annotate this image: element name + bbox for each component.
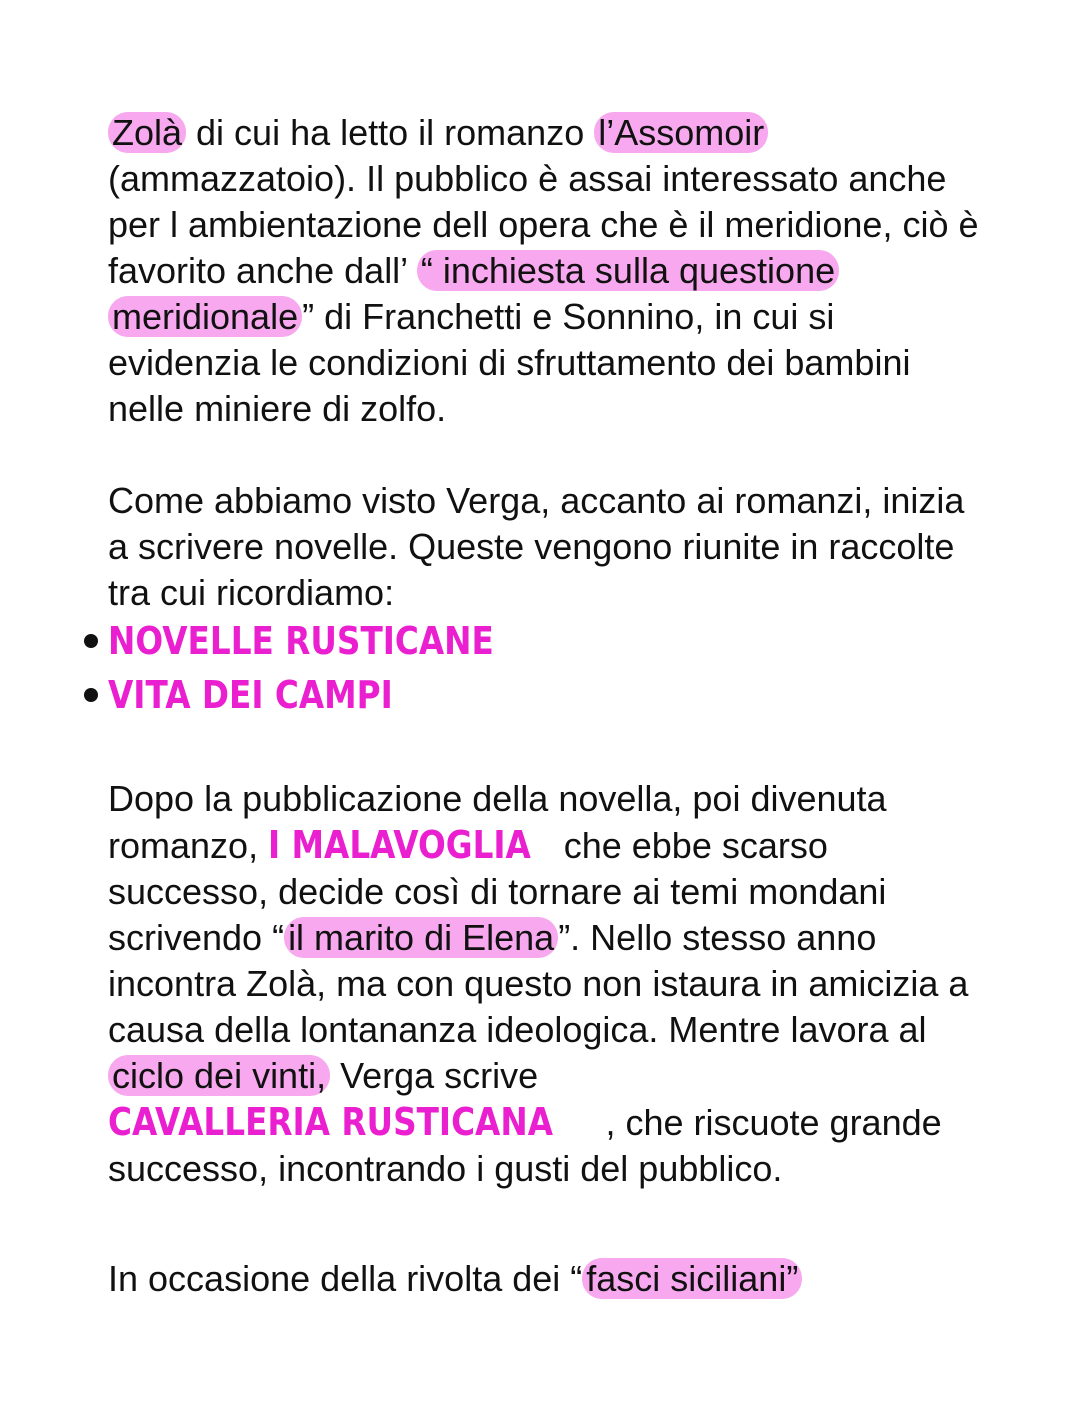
paragraph-text: Verga scrive bbox=[330, 1055, 539, 1096]
collections-list bbox=[84, 614, 557, 722]
highlight-assomoir: l’Assomoir bbox=[594, 112, 768, 153]
collection-title: VITA DEI CAMPI bbox=[108, 673, 393, 717]
bullet-icon bbox=[84, 688, 98, 702]
title-cavalleria-rusticana: CAVALLERIA RUSTICANA bbox=[108, 1100, 553, 1144]
title-malavoglia: I MALAVOGLIA bbox=[268, 823, 531, 867]
paragraph-text: di cui ha letto il romanzo bbox=[186, 112, 595, 153]
paragraph-text: ” di Franchetti e Sonnino, in cui si evidenzia le condizioni di sfruttamento dei bambini nelle miniere di zolfo. bbox=[108, 296, 911, 429]
paragraph-text: (ammazzatoio). Il pubblico è assai interessato anche per l ambientazione dell opera che è il meridione, ciò è favorito anche dall’ bbox=[108, 158, 979, 291]
paragraph-novelle-intro bbox=[108, 478, 988, 616]
highlight-fasci-siciliani: fasci siciliani” bbox=[582, 1258, 802, 1299]
paragraph-text: Come abbiamo visto Verga, accanto ai romanzi, inizia a scrivere novelle. Queste vengono riunite in raccolte tra cui ricordiamo: bbox=[108, 480, 965, 613]
paragraph-verismo-context bbox=[108, 110, 988, 432]
paragraph-fasci-siciliani bbox=[108, 1256, 988, 1302]
paragraph-malavoglia bbox=[108, 776, 988, 1192]
highlight-ciclo-dei-vinti: ciclo dei vinti, bbox=[108, 1055, 330, 1096]
collection-title: NOVELLE RUSTICANE bbox=[108, 619, 494, 663]
paragraph-text: In occasione della rivolta dei “ bbox=[108, 1258, 583, 1299]
paragraph-text: ”. Nello stesso anno incontra Zolà, ma con questo non istaura in amicizia a causa della lontananza ideologica. Mentre lavora al bbox=[108, 917, 969, 1050]
paragraph-text: , che riscuote grande successo, incontrando i gusti del pubblico. bbox=[108, 1102, 942, 1189]
list-item bbox=[84, 668, 557, 722]
bullet-icon bbox=[84, 634, 98, 648]
list-item bbox=[84, 614, 557, 668]
highlight-marito-di-elena: il marito di Elena bbox=[284, 917, 558, 958]
highlight-zola: Zolà bbox=[108, 112, 186, 153]
paragraph-text: che ebbe scarso successo, decide così di tornare ai temi mondani scrivendo “ bbox=[108, 825, 887, 958]
paragraph-text: Dopo la pubblicazione della novella, poi divenuta romanzo, bbox=[108, 778, 887, 866]
highlight-inchiesta: “ inchiesta sulla questione meridionale bbox=[108, 250, 839, 337]
